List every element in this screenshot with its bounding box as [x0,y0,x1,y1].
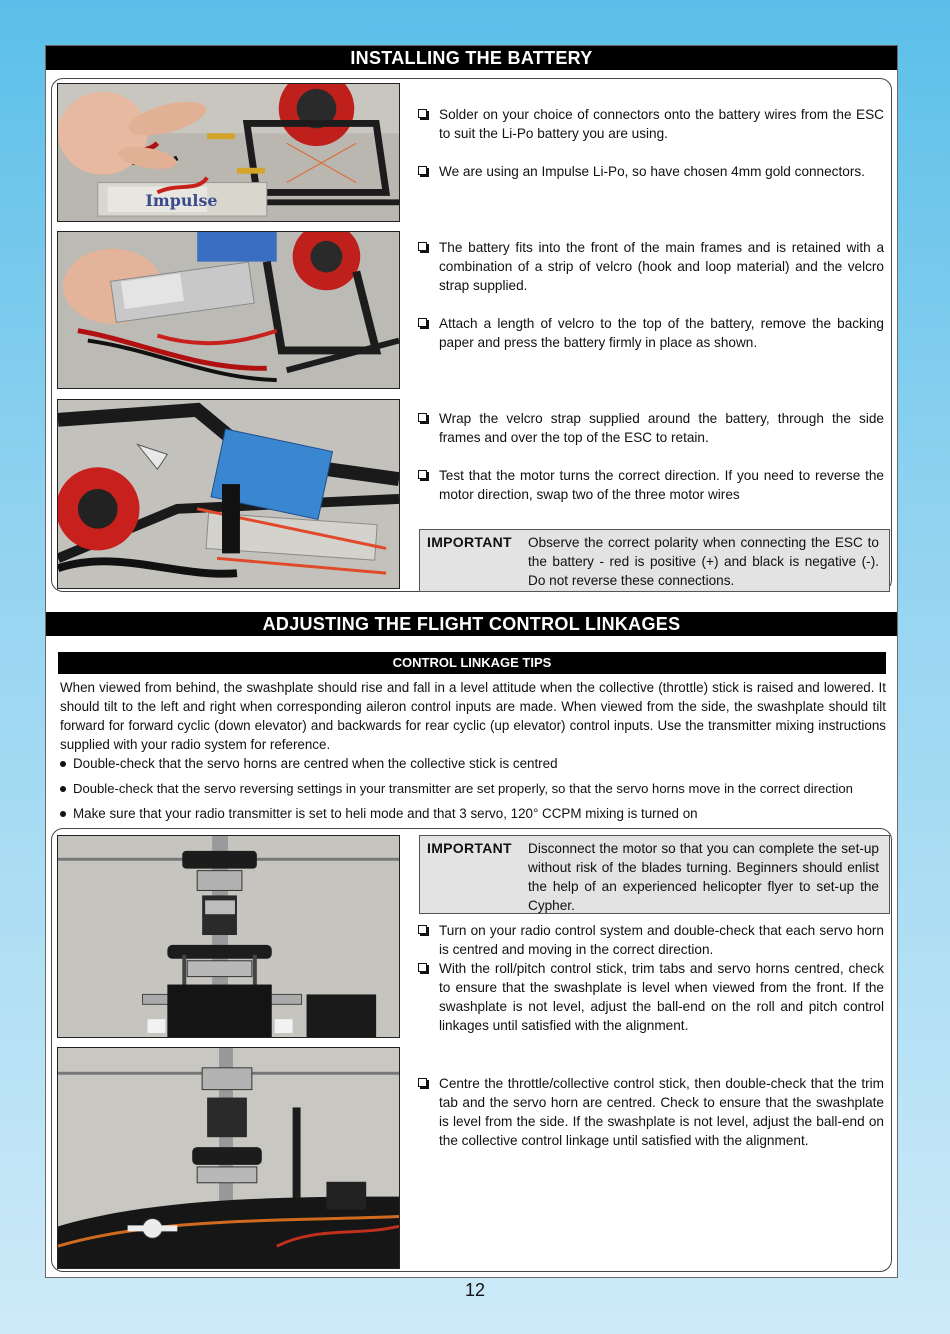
step-impulse-lipo [417,162,884,181]
important-disconnect-box [419,835,890,914]
important-label: IMPORTANT [427,840,512,856]
checkbox-icon[interactable] [418,1078,427,1087]
photo-swashplate-side [57,1047,400,1269]
important-polarity-box [419,529,890,592]
page-number: 12 [464,1280,486,1300]
step-wrap-strap [417,409,884,447]
step-text: With the roll/pitch control stick, trim tabs and servo horns centred, check to ensure that the swashplate is level when viewed from the front. If the swashplate is not level, adjust the ball-end on the roll and pitch control linkages until satisfied with the alignment. [439,961,884,1033]
battery-panel [51,78,892,592]
step-text: Turn on your radio control system and double-check that each servo horn is centred and moving in the correct direction. [439,923,884,957]
tip-bullet [58,779,888,798]
step-attach-velcro [417,314,884,352]
step-text: Wrap the velcro strap supplied around the battery, through the side frames and over the top of the ESC to retain. [439,411,884,445]
photo-battery-fit [57,231,400,389]
checkbox-icon[interactable] [418,963,427,972]
step-text: Centre the throttle/collective control stick, then double-check that the trim tab and the servo horn are centred. Check to ensure that the swashplate is level from the side. If the swashplate is not level, adjust the ball-end on the collective control linkage until satisfied with the alignment. [439,1076,884,1148]
step-solder-connectors [417,105,884,143]
step-text: We are using an Impulse Li-Po, so have chosen 4mm gold connectors. [439,164,865,179]
manual-page [45,45,898,1278]
tips-title: CONTROL LINKAGE TIPS [58,652,886,674]
bullet-icon [60,786,66,792]
section-title-installing-battery: INSTALLING THE BATTERY [46,46,897,70]
step-text: Test that the motor turns the correct direction. If you need to reverse the motor direction, swap two of the three motor wires [439,468,884,502]
checkbox-icon[interactable] [418,925,427,934]
step-battery-fits [417,238,884,295]
checkbox-icon[interactable] [418,109,427,118]
checkbox-icon[interactable] [418,470,427,479]
bullet-text: Double-check that the servo reversing settings in your transmitter are set properly, so that the servo horns move in the correct direction [73,781,853,796]
step-text: Solder on your choice of connectors onto the battery wires from the ESC to suit the Li-Po battery you are using. [439,107,884,141]
bullet-icon [60,811,66,817]
important-text: Observe the correct polarity when connecting the ESC to the battery - red is positive (+) and black is negative (-). Do not reverse these connections. [528,535,879,588]
checkbox-icon[interactable] [418,413,427,422]
photo-swashplate-front [57,835,400,1038]
photo-connectors [57,83,400,222]
step-test-motor [417,466,884,504]
tip-bullet [58,804,888,823]
step-roll-pitch [417,959,884,1035]
section-title-flight-control: ADJUSTING THE FLIGHT CONTROL LINKAGES [46,612,897,636]
step-centre-throttle [417,1074,884,1150]
checkbox-icon[interactable] [418,318,427,327]
important-text: Disconnect the motor so that you can complete the set-up without risk of the blades turning. Beginners should enlist the help of an experienced helicopter flyer to set-up the Cypher. [528,841,879,913]
impulse-logo-text: Impulse [145,191,218,211]
bullet-icon [60,761,66,767]
linkage-panel [51,828,892,1272]
bullet-text: Double-check that the servo horns are centred when the collective stick is centred [73,756,558,771]
checkbox-icon[interactable] [418,166,427,175]
bullet-text: Make sure that your radio transmitter is set to heli mode and that 3 servo, 120° CCPM mixing is turned on [73,806,698,821]
step-radio-on [417,921,884,959]
tip-bullet [58,754,888,773]
photo-battery-strap [57,399,400,589]
checkbox-icon[interactable] [418,242,427,251]
important-label: IMPORTANT [427,534,512,550]
step-text: The battery fits into the front of the main frames and is retained with a combination of a strip of velcro (hook and loop material) and the velcro strap supplied. [439,240,884,293]
step-text: Attach a length of velcro to the top of the battery, remove the backing paper and press the battery firmly in place as shown. [439,316,884,350]
tips-paragraph: When viewed from behind, the swashplate should rise and fall in a level attitude when the collective (throttle) stick is raised and lowered. It should tilt to the left and right when corresponding aileron control inputs are made. When viewed from the side, the swashplate should tilt forward for forward cyclic (down elevator) and backwards for rear cyclic (up elevator) control inputs. Use the transmitter mixing instructions supplied with your radio system for reference. [60,680,886,752]
